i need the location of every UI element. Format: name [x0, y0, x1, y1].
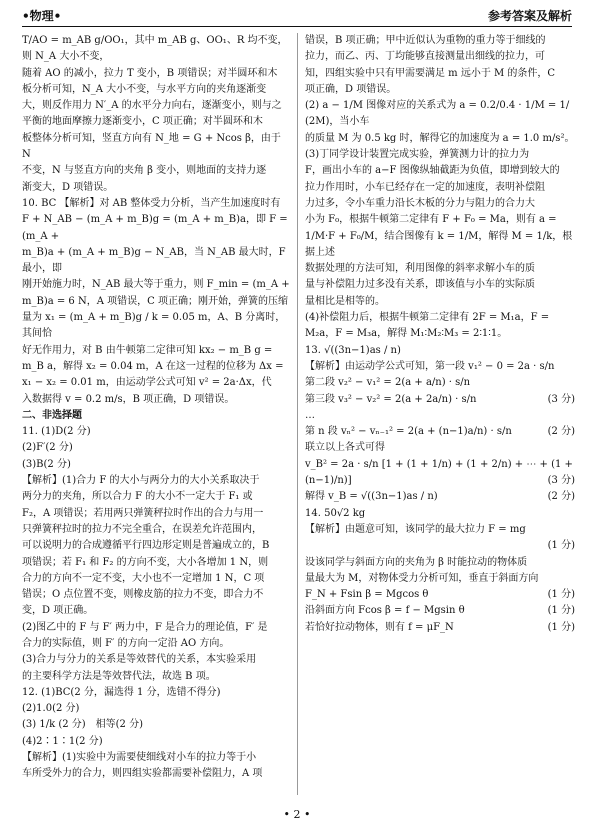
header-title: 参考答案及解析: [487, 8, 572, 23]
text-line: 小为 F₀，根据牛顿第二定律有 F + F₀ = Ma，则有 a =: [305, 214, 557, 226]
header-rule: [22, 26, 572, 27]
right-column: [305, 33, 575, 636]
score-label: (1 分): [547, 605, 575, 617]
text-line: T/AO = m_AB g/OO₁，其中 m_AB g、OO₁、R 均不变，则 N_A 大小不变，: [22, 35, 288, 63]
text-line: F，画出小车的 a−F 图像纵轴截距为负值，即增到较大的: [305, 165, 560, 177]
text-line: [305, 489, 575, 505]
text-line: 【解析】(1)合力 F 的大小与两分力的大小关系取决于: [22, 475, 260, 487]
text-line: [305, 424, 575, 440]
text-line: 的质量 M 为 0.5 kg 时，解得它的加速度为 a = 1.0 m/s²。: [305, 132, 575, 144]
text-line: 板分析可知，N_A 大小不变，与水平方向的夹角逐渐变: [22, 83, 267, 95]
score-label: (2 分): [547, 491, 575, 503]
text-line: 可以说明力的合成遵循平行四边形定则是普遍成立的，B: [22, 540, 270, 552]
text-line: m_B a，解得 x₂ = 0.04 m，A 在这一过程的位移为 Δx =: [22, 360, 284, 372]
score-label: (3 分): [547, 475, 575, 487]
text-line: 刚开始施力时，N_AB 最大等于重力，则 F_min = (m_A +: [22, 279, 290, 291]
text-line: (3) 1/k (2 分) 相等(2 分): [22, 719, 144, 731]
text-line: 车所受外力的合力，则四组实验都需要补偿阻力，A 项: [22, 768, 263, 780]
text-line: 项正确，D 项错误。: [305, 83, 397, 95]
text-line: (2)F′(2 分): [22, 442, 73, 454]
page-header: [22, 6, 572, 24]
text-line: 知，四组实验中只有甲需要满足 m 远小于 M 的条件，C: [305, 67, 556, 79]
text-line: 量相比是相等的。: [305, 295, 385, 307]
text-line: 力过多，令小车重力沿长木板的分力与阻力的合力大: [305, 197, 535, 209]
text-line: 联立以上各式可得: [305, 442, 385, 454]
text-line: 合力的方向不一定不变，大小也不一定增加 1 N，C 项: [22, 572, 265, 584]
line-text: 第三段 v₃² − v₂² = 2(a + 2a/n) · s/n: [305, 393, 477, 405]
text-line: 合力的实际值，则 F′ 的方向一定沿 AO 方向。: [22, 637, 230, 649]
text-line: [305, 473, 575, 489]
line-text: (n−1)/n)]: [305, 475, 352, 487]
text-line: M₂a，F = M₃a，解得 M₁∶M₂∶M₃ = 2∶1∶1。: [305, 328, 508, 340]
text-line: 拉力，而乙、丙、丁均能够直接测量出细线的拉力，可: [305, 51, 545, 63]
text-line: x₁ − x₂ = 0.01 m，由运动学公式可知 v² = 2a·Δx，代: [22, 377, 272, 389]
text-line: [305, 392, 575, 408]
text-line: 两分力的夹角，所以合力 F 的大小不一定大于 F₁ 或: [22, 491, 253, 503]
text-line: 好无作用力，对 B 由牛顿第二定律可知 kx₂ − m_B g =: [22, 344, 273, 356]
text-line: 随着 AO 的减小，拉力 T 变小，B 项错误；对半圆环和木: [22, 67, 278, 79]
text-line: 项错误；若 F₁ 和 F₂ 的方向不变，大小各增加 1 N，则: [22, 556, 269, 568]
text-line: 【解析】(1)实验中为需要使细线对小车的拉力等于小: [22, 752, 257, 764]
line-text: 第 n 段 vₙ² − vₙ₋₁² = 2(a + (n−1)a/n) · s/n: [305, 426, 512, 438]
score-label: (1 分): [547, 621, 575, 633]
text-line: 【解析】由运动学公式可知，第一段 v₁² − 0 = 2a · s/n: [305, 360, 555, 372]
left-column: [22, 33, 292, 783]
text-line: (4)补偿阻力后，根据牛顿第二定律有 2F = M₁a，F =: [305, 312, 550, 324]
score-label: (2 分): [547, 426, 575, 438]
text-line: …: [305, 409, 315, 421]
text-line: 第二段 v₂² − v₁² = 2(a + a/n) · s/n: [305, 377, 471, 389]
text-line: 拉力作用时，小车已经存在一定的加速度，表明补偿阻: [305, 181, 545, 193]
text-line: 不变，N 与竖直方向的夹角 β 变小，则地面的支持力逐: [22, 165, 267, 177]
text-line: [305, 620, 575, 636]
text-line: (3)丁同学设计装置完成实验，弹簧测力计的拉力为: [305, 149, 530, 161]
text-line: F + N_AB − (m_A + m_B)g = (m_A + m_B)a，即 F = (m_A +: [22, 214, 291, 242]
text-line: 渐变大，D 项错误。: [22, 181, 114, 193]
text-line: 设该同学与斜面方向的夹角为 β 时能拉动的物体质: [305, 556, 528, 568]
score-label: (1 分): [547, 589, 575, 601]
line-text: F_N + Fsin β = Mgcos θ: [305, 589, 429, 601]
text-line: (2)图乙中的 F 与 F′ 两力中，F 是合力的理论值，F′ 是: [22, 621, 268, 633]
text-line: 量为 x₁ = (m_A + m_B)g / k = 0.05 m，A、B 分离时，其间恰: [22, 312, 286, 340]
text-line: (3)合力与分力的关系是等效替代的关系，本实验采用: [22, 654, 257, 666]
text-line: 大，则反作用力 N′_A 的水平分力向右，逐渐变小，则与之: [22, 100, 282, 112]
text-line: 12. (1)BC(2 分，漏选得 1 分，选错不得分): [22, 686, 221, 698]
text-line: 入数据得 v = 0.2 m/s，B 项正确，D 项错误。: [22, 393, 235, 405]
line-text: 解得 v_B = √((3n−1)as / n): [305, 491, 438, 503]
text-line: 13. √((3n−1)as / n): [305, 344, 401, 356]
score-label: (1 分): [547, 540, 575, 552]
text-line: 变，D 项正确。: [22, 605, 94, 617]
text-line: 只弹簧秤拉时的拉力不完全重合，在误差允许范围内，: [22, 523, 262, 535]
text-line: [305, 538, 575, 554]
text-line: m_B)a + (m_A + m_B)g − N_AB，当 N_AB 最大时，F 最小，即: [22, 246, 289, 275]
text-line: 错误，B 项正确；甲中近似认为重物的重力等于细线的: [305, 35, 546, 46]
text-line: (4)2∶1∶1(2 分): [22, 735, 103, 747]
text-line: (2) a − 1/M 图像对应的关系式为 a = 0.2/0.4 · 1/M = 1/(2M)，当小车: [305, 100, 570, 128]
text-line: 11. (1)D(2 分): [22, 426, 91, 438]
text-line: 【解析】由题意可知，该同学的最大拉力 F = mg: [305, 523, 526, 535]
column-divider: [297, 33, 298, 795]
text-line: 量与补偿阻力过多没有关系，即该值与小车的实际质: [305, 279, 535, 291]
line-text: 若恰好拉动物体，则有 f = μF_N: [305, 621, 454, 633]
text-line: 14. 50√2 kg: [305, 507, 366, 519]
score-label: (3 分): [547, 393, 575, 405]
text-line: [305, 587, 575, 603]
section-heading: 二、非选择题: [22, 409, 82, 421]
text-line: 的主要科学方法是等效替代法，故选 B 项。: [22, 670, 216, 682]
text-line: [305, 603, 575, 619]
text-line: (2)1.0(2 分): [22, 703, 80, 715]
text-line: F₂，A 项错误；若用两只弹簧秤拉时作出的合力与用一: [22, 507, 264, 519]
text-line: 平衡的地面摩擦力逐渐变小，C 项正确；对半圆环和木: [22, 116, 263, 128]
page-number: • 2 •: [283, 808, 311, 821]
text-line: 量最大为 M，对物体受力分析可知，垂直于斜面方向: [305, 572, 539, 584]
text-line: 错误；O 点位置不变，则橡皮筋的拉力不变，即合力不: [22, 589, 264, 601]
text-line: 数据处理的方法可知，利用图像的斜率求解小车的质: [305, 263, 535, 275]
text-line: (3)B(2 分): [22, 458, 71, 470]
line-text: 沿斜面方向 Fcos β = f − Mgsin θ: [305, 605, 465, 617]
text-line: 板整体分析可知，竖直方向有 N_地 = G + Ncos β，由于 N: [22, 132, 285, 161]
text-line: 1/M·F + F₀/M，结合图像有 k = 1/M，解得 M = 1/k，根据上述: [305, 230, 573, 258]
header-subject: •物理•: [22, 8, 62, 23]
text-line: m_B)a = 6 N，A 项错误，C 项正确；刚开始，弹簧的压缩: [22, 295, 288, 307]
text-line: v_B² = 2a · s/n [1 + (1 + 1/n) + (1 + 2/n) + ⋯ + (1 +: [305, 458, 573, 470]
text-line: 10. BC 【解析】对 AB 整体受力分析，当产生加速度时有: [22, 197, 281, 209]
